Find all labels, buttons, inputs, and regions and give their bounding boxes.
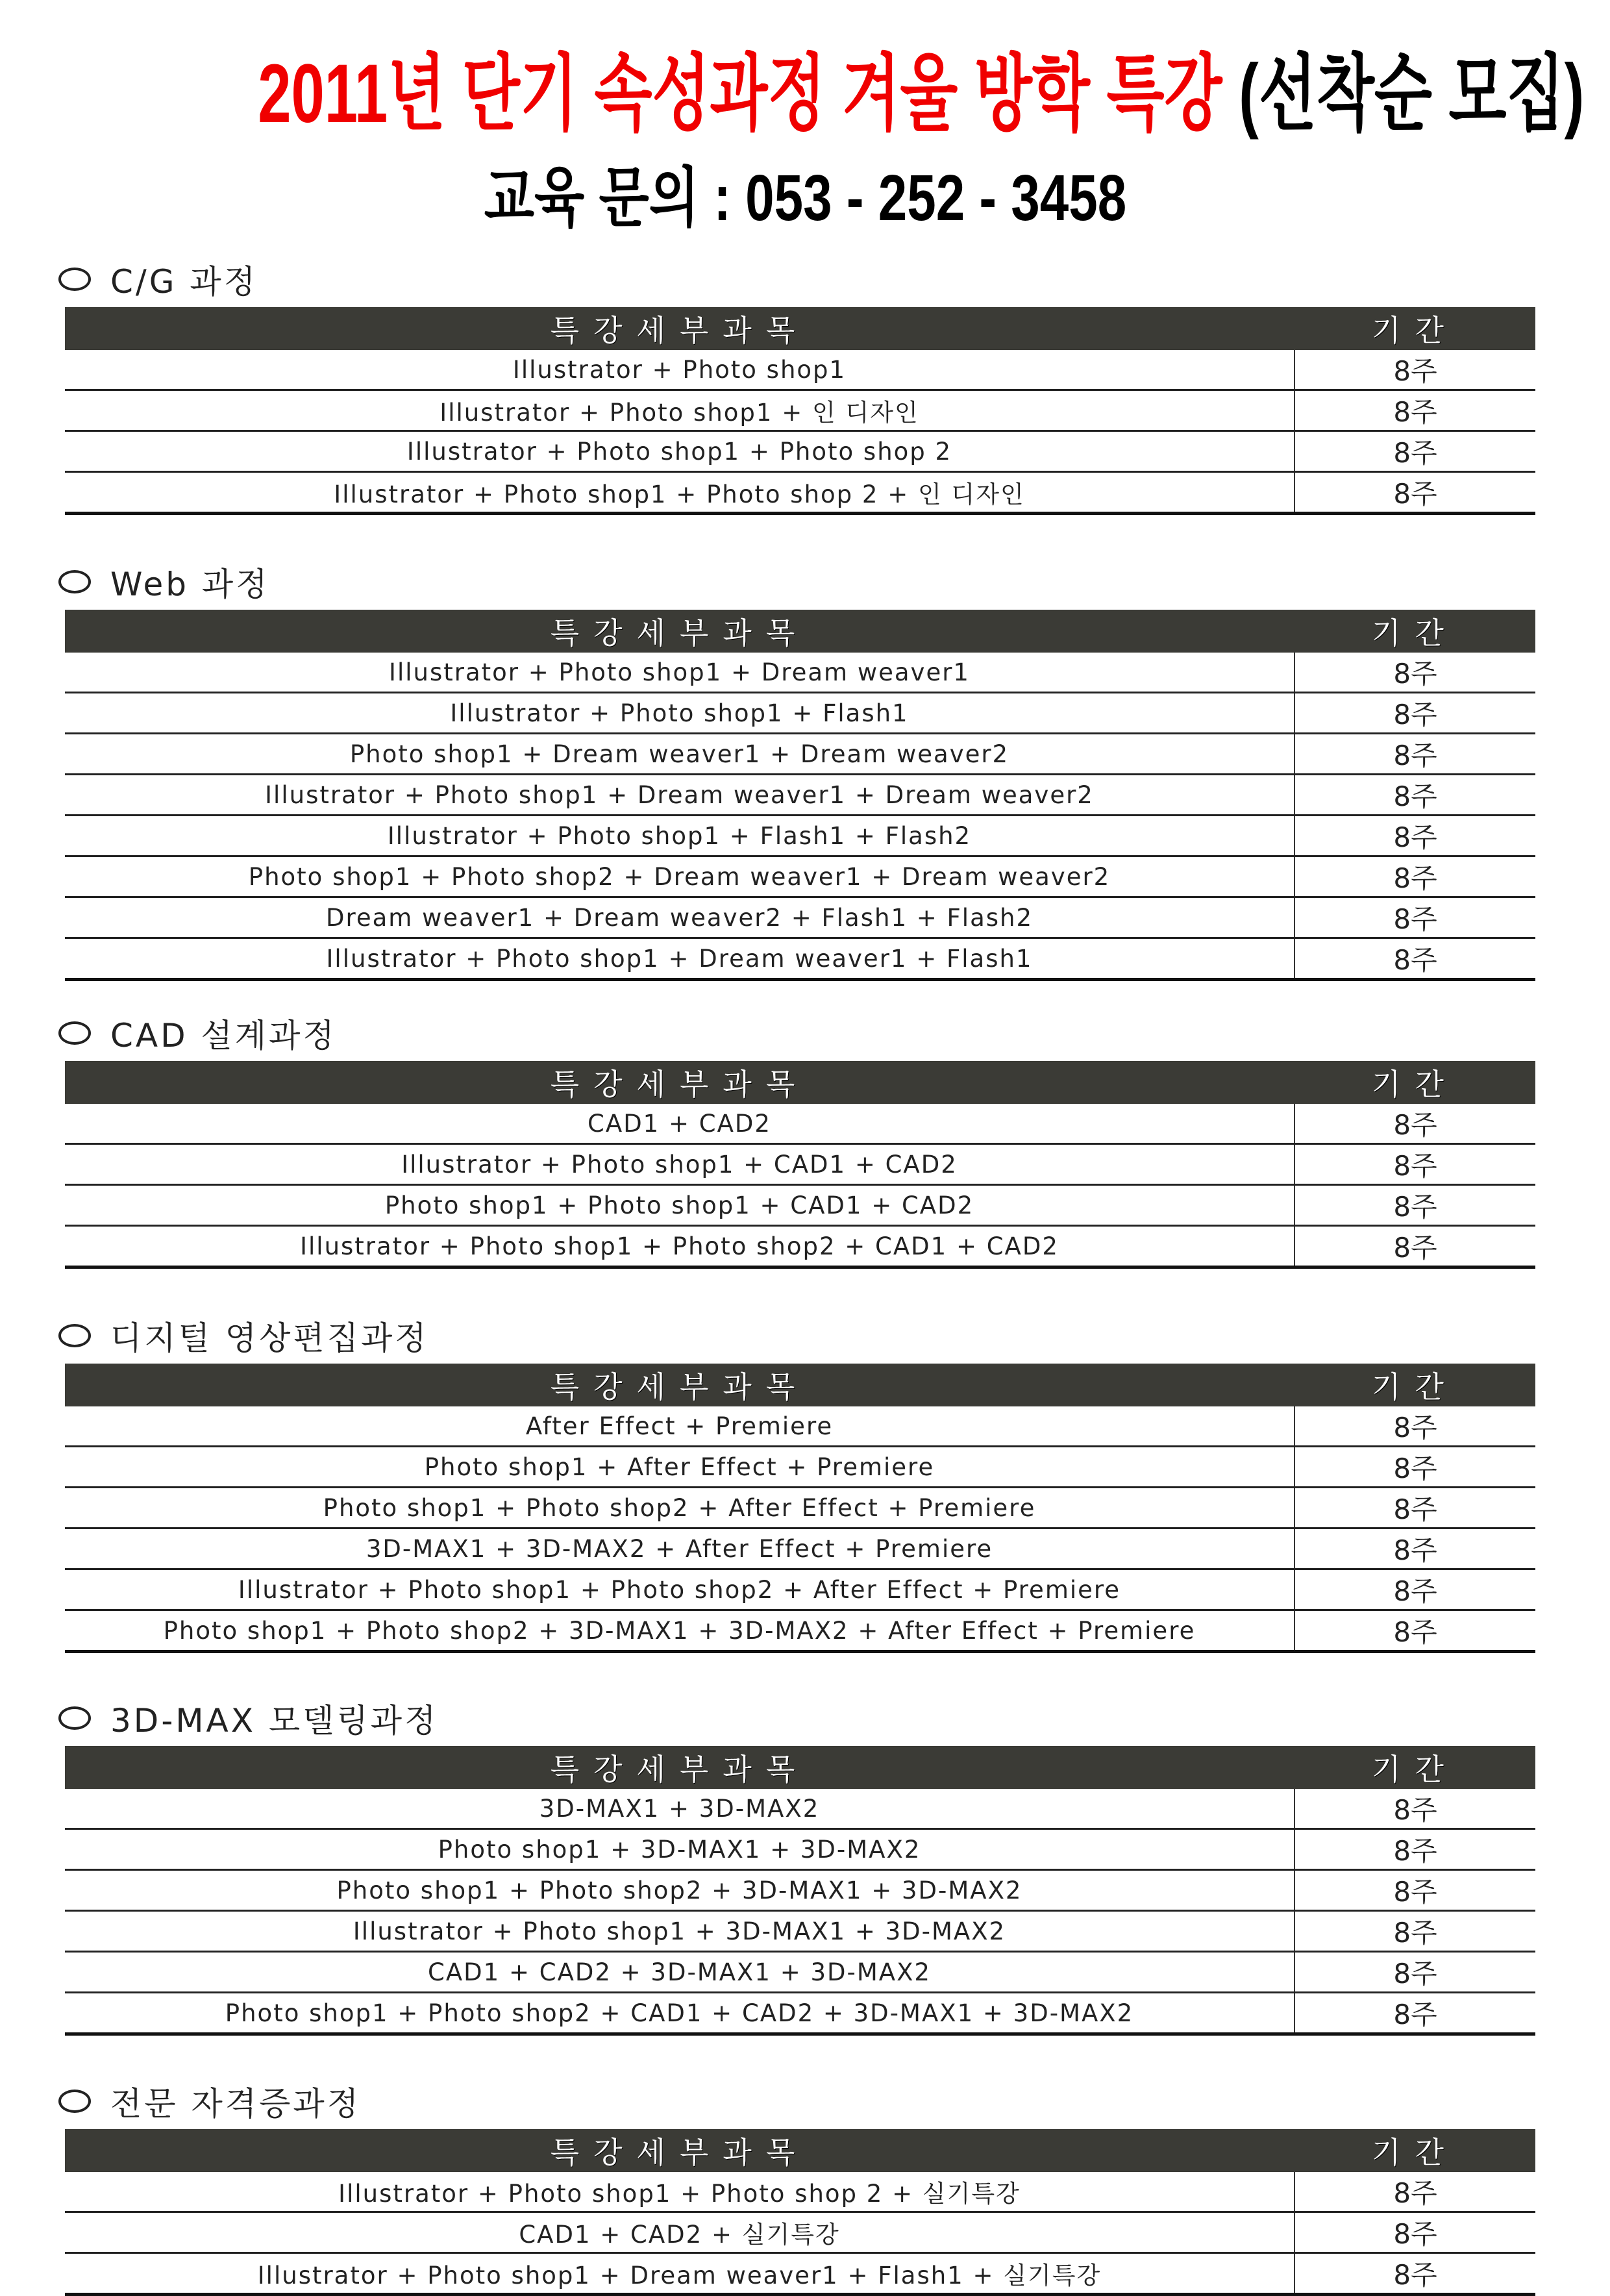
title-note: (선착순 모집) [1239,47,1585,140]
page-title [0,45,1610,143]
table-row [65,816,1535,856]
course-name: Illustrator + Photo shop1 + CAD1 + CAD2 [65,1144,1294,1185]
table-header-row [65,1746,1535,1789]
course-name: Illustrator + Photo shop1 + Dream weaver1 + Flash1 + 실기특강 [65,2253,1294,2295]
course-name: Illustrator + Photo shop1 + Flash1 [65,693,1294,734]
course-section [58,256,1539,515]
section-title [58,559,1539,605]
section-title [58,256,1539,302]
table-row [65,775,1535,816]
course-duration: 8주 [1294,1104,1535,1144]
header-course: 특강세부과목 [65,610,1294,653]
course-table [65,1364,1535,1653]
circle-bullet-icon [58,570,91,593]
circle-bullet-icon [58,1324,91,1347]
course-duration: 8주 [1294,693,1535,734]
header-course: 특강세부과목 [65,1364,1294,1406]
course-duration: 8주 [1294,1488,1535,1529]
table-row [65,350,1535,390]
section-title-text: 3D-MAX 모델링과정 [110,1702,439,1740]
course-duration: 8주 [1294,1406,1535,1447]
course-name: Illustrator + Photo shop1 + Photo shop 2 + 실기특강 [65,2172,1294,2212]
course-table [65,307,1535,515]
course-name: Illustrator + Photo shop1 + 3D-MAX1 + 3D-MAX2 [65,1911,1294,1952]
course-name: Photo shop1 + After Effect + Premiere [65,1447,1294,1488]
course-name: Photo shop1 + Photo shop2 + After Effect + Premiere [65,1488,1294,1529]
course-duration: 8주 [1294,1144,1535,1185]
section-title [58,2078,1539,2124]
course-name: CAD1 + CAD2 [65,1104,1294,1144]
course-duration: 8주 [1294,1993,1535,2034]
course-duration: 8주 [1294,2172,1535,2212]
course-duration: 8주 [1294,1529,1535,1569]
title-main: 2011년 단기 속성과정 겨울 방학 특강 [258,47,1239,140]
course-section [58,1010,1539,1269]
table-header-row [65,2129,1535,2172]
header-duration: 기간 [1294,610,1535,653]
header-course: 특강세부과목 [65,307,1294,350]
course-duration: 8주 [1294,1952,1535,1993]
course-duration: 8주 [1294,938,1535,980]
table-row [65,1447,1535,1488]
course-duration: 8주 [1294,816,1535,856]
course-duration: 8주 [1294,856,1535,897]
course-name: 3D-MAX1 + 3D-MAX2 + After Effect + Premiere [65,1529,1294,1569]
course-name: CAD1 + CAD2 + 3D-MAX1 + 3D-MAX2 [65,1952,1294,1993]
course-duration: 8주 [1294,775,1535,816]
course-table [65,1061,1535,1269]
table-row [65,734,1535,775]
course-duration: 8주 [1294,1569,1535,1610]
course-duration: 8주 [1294,2212,1535,2253]
table-row [65,1911,1535,1952]
course-name: Illustrator + Photo shop1 + Flash1 + Flash2 [65,816,1294,856]
header-duration: 기간 [1294,1746,1535,1789]
course-duration: 8주 [1294,653,1535,693]
course-name: Photo shop1 + Photo shop2 + 3D-MAX1 + 3D-MAX2 + After Effect + Premiere [65,1610,1294,1652]
course-name: CAD1 + CAD2 + 실기특강 [65,2212,1294,2253]
course-table [65,2129,1535,2296]
section-title-text: C/G 과정 [110,263,258,301]
course-name: Illustrator + Photo shop1 + Photo shop2 + CAD1 + CAD2 [65,1226,1294,1267]
course-duration: 8주 [1294,734,1535,775]
table-row [65,856,1535,897]
course-table [65,1746,1535,2036]
section-title-text: Web 과정 [110,566,270,603]
table-row [65,1226,1535,1267]
course-duration: 8주 [1294,897,1535,938]
contact-phone-text: 교육 문의 : 053 - 252 - 3458 [484,162,1126,234]
table-row [65,1993,1535,2034]
table-row [65,2253,1535,2295]
course-name: After Effect + Premiere [65,1406,1294,1447]
course-table [65,610,1535,981]
table-header-row [65,610,1535,653]
table-row [65,693,1535,734]
section-title-text: 전문 자격증과정 [110,2085,361,2123]
header-duration: 기간 [1294,1364,1535,1406]
course-section [58,2078,1539,2296]
course-duration: 8주 [1294,390,1535,431]
table-row [65,1144,1535,1185]
contact-phone [0,162,1610,234]
header-course: 특강세부과목 [65,1061,1294,1104]
course-section [58,1313,1539,1653]
table-header-row [65,307,1535,350]
course-section [58,1695,1539,2036]
circle-bullet-icon [58,268,91,291]
table-row [65,1829,1535,1870]
header-course: 특강세부과목 [65,1746,1294,1789]
course-duration: 8주 [1294,1610,1535,1652]
table-row [65,1488,1535,1529]
course-duration: 8주 [1294,1226,1535,1267]
course-duration: 8주 [1294,1870,1535,1911]
course-name: Photo shop1 + Photo shop2 + Dream weaver1 + Dream weaver2 [65,856,1294,897]
table-row [65,2172,1535,2212]
course-name: 3D-MAX1 + 3D-MAX2 [65,1789,1294,1829]
course-duration: 8주 [1294,1829,1535,1870]
header-duration: 기간 [1294,307,1535,350]
header-course: 특강세부과목 [65,2129,1294,2172]
table-row [65,390,1535,431]
table-row [65,897,1535,938]
course-name: Illustrator + Photo shop1 + Dream weaver1 + Flash1 [65,938,1294,980]
course-name: Illustrator + Photo shop1 + Dream weaver1 + Dream weaver2 [65,775,1294,816]
section-title [58,1695,1539,1741]
section-title [58,1313,1539,1358]
table-row [65,1870,1535,1911]
course-name: Photo shop1 + Dream weaver1 + Dream weaver2 [65,734,1294,775]
section-title-text: CAD 설계과정 [110,1017,337,1054]
course-duration: 8주 [1294,431,1535,472]
table-row [65,1610,1535,1652]
course-name: Photo shop1 + Photo shop1 + CAD1 + CAD2 [65,1185,1294,1226]
course-duration: 8주 [1294,2253,1535,2295]
course-duration: 8주 [1294,1185,1535,1226]
course-name: Photo shop1 + Photo shop2 + CAD1 + CAD2 + 3D-MAX1 + 3D-MAX2 [65,1993,1294,2034]
course-duration: 8주 [1294,350,1535,390]
course-name: Illustrator + Photo shop1 [65,350,1294,390]
section-title [58,1010,1539,1056]
course-name: Illustrator + Photo shop1 + Photo shop2 + After Effect + Premiere [65,1569,1294,1610]
circle-bullet-icon [58,1706,91,1730]
circle-bullet-icon [58,2090,91,2113]
course-duration: 8주 [1294,1911,1535,1952]
table-header-row [65,1061,1535,1104]
course-duration: 8주 [1294,1447,1535,1488]
course-name: Photo shop1 + 3D-MAX1 + 3D-MAX2 [65,1829,1294,1870]
course-name: Illustrator + Photo shop1 + Photo shop 2 + 인 디자인 [65,472,1294,514]
course-name: Dream weaver1 + Dream weaver2 + Flash1 + Flash2 [65,897,1294,938]
course-name: Illustrator + Photo shop1 + Photo shop 2 [65,431,1294,472]
table-row [65,1185,1535,1226]
table-row [65,1569,1535,1610]
table-row [65,2212,1535,2253]
table-row [65,472,1535,514]
table-row [65,938,1535,980]
course-name: Illustrator + Photo shop1 + 인 디자인 [65,390,1294,431]
table-row [65,1952,1535,1993]
section-title-text: 디지털 영상편집과정 [110,1319,429,1357]
table-row [65,1529,1535,1569]
table-header-row [65,1364,1535,1406]
course-name: Illustrator + Photo shop1 + Dream weaver1 [65,653,1294,693]
table-row [65,1406,1535,1447]
table-row [65,431,1535,472]
course-duration: 8주 [1294,1789,1535,1829]
table-row [65,1789,1535,1829]
header-duration: 기간 [1294,1061,1535,1104]
course-section [58,559,1539,981]
header-duration: 기간 [1294,2129,1535,2172]
course-duration: 8주 [1294,472,1535,514]
table-row [65,1104,1535,1144]
circle-bullet-icon [58,1021,91,1045]
table-row [65,653,1535,693]
course-name: Photo shop1 + Photo shop2 + 3D-MAX1 + 3D-MAX2 [65,1870,1294,1911]
